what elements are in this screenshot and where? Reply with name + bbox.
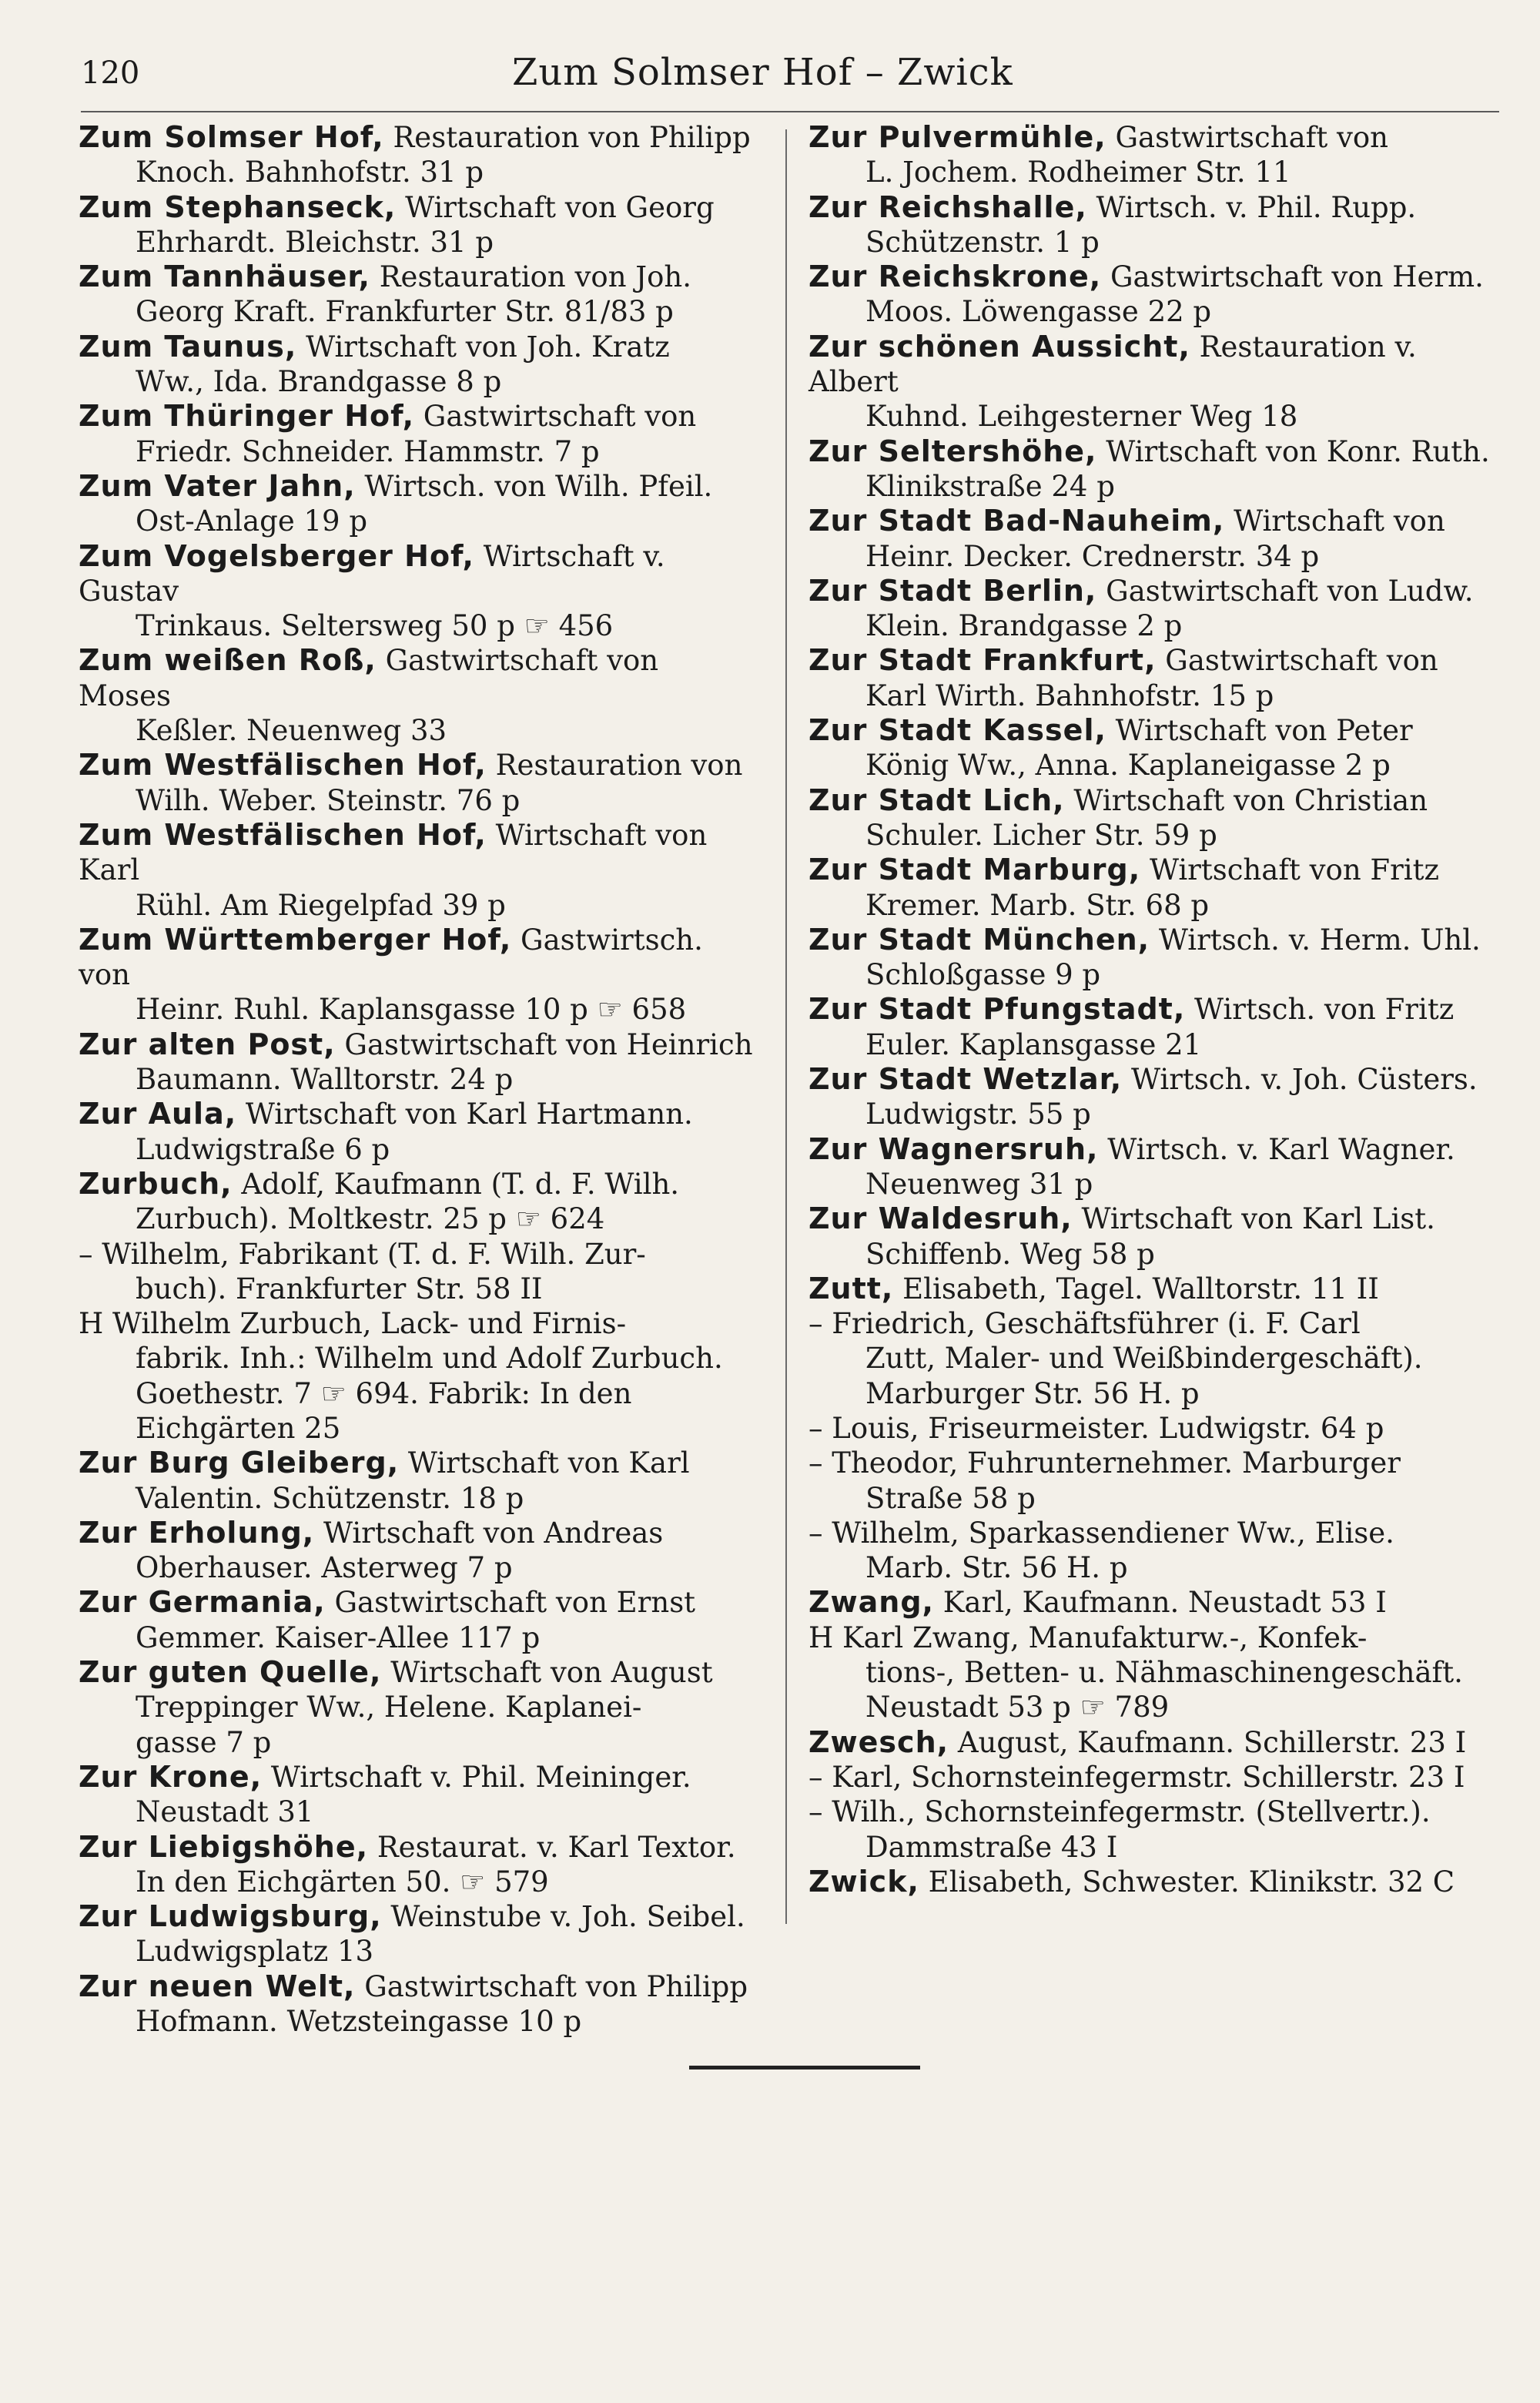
entry-name: Zur Stadt Kassel, bbox=[808, 713, 1106, 748]
entry-name: Zum Stephanseck, bbox=[79, 189, 397, 224]
entry-name: Zutt, bbox=[808, 1271, 894, 1305]
entry-name: Zur guten Quelle, bbox=[79, 1655, 382, 1690]
entry-first-line bbox=[79, 399, 756, 434]
entry-first-line bbox=[808, 330, 1494, 400]
entry-first-line bbox=[808, 1795, 1494, 1829]
entry-text: Adolf, Kaufmann (T. d. F. Wilh. bbox=[232, 1167, 680, 1201]
entry-text: Wirtschaft von Georg bbox=[396, 190, 715, 224]
entry-text: – Wilhelm, Fabrikant (T. d. F. Wilh. Zur- bbox=[79, 1237, 646, 1271]
entry-first-line bbox=[808, 1620, 1494, 1655]
directory-entry bbox=[808, 923, 1494, 993]
entry-text: Wirtsch. von Fritz bbox=[1185, 993, 1455, 1027]
entry-name: Zur Stadt Frankfurt, bbox=[808, 643, 1157, 678]
directory-entry bbox=[79, 1830, 756, 1900]
entry-text: Restauration v. Albert bbox=[808, 330, 1417, 399]
entry-text: Restauration von Joh. bbox=[370, 260, 691, 294]
entry-text: Gastwirtschaft von Moses bbox=[79, 644, 659, 712]
entry-continuation: Heinr. Decker. Crednerstr. 34 p bbox=[865, 539, 1320, 573]
entry-first-line bbox=[808, 1585, 1494, 1620]
directory-entry bbox=[79, 818, 756, 923]
entry-first-line bbox=[808, 643, 1494, 678]
entry-text: Wirtschaft von Andreas bbox=[314, 1516, 664, 1550]
entry-name: Zur Reichskrone, bbox=[808, 260, 1102, 294]
entry-continuation: Zurbuch). Moltkestr. 25 p ☞ 624 bbox=[136, 1202, 605, 1236]
entry-continuation: Klein. Brandgasse 2 p bbox=[865, 609, 1183, 643]
entry-first-line bbox=[808, 923, 1494, 957]
entry-continuation: Eichgärten 25 bbox=[136, 1411, 341, 1445]
entry-name: Zum Westfälischen Hof, bbox=[79, 817, 487, 852]
entry-continuation: Marb. Str. 56 H. p bbox=[865, 1551, 1128, 1585]
entry-text: Wirtschaft v. Phil. Meininger. bbox=[262, 1760, 691, 1794]
entry-first-line bbox=[808, 853, 1494, 887]
entry-name: Zur Germania, bbox=[79, 1585, 326, 1620]
directory-entry bbox=[808, 992, 1494, 1062]
directory-entry bbox=[79, 1237, 756, 1307]
entry-text: – Wilh., Schornsteinfegermstr. (Stellvertr.). bbox=[808, 1795, 1431, 1829]
entry-name: Zur Stadt Lich, bbox=[808, 783, 1065, 817]
entry-name: Zur Krone, bbox=[79, 1759, 263, 1794]
entry-continuation: Zutt, Maler- und Weißbindergeschäft). bbox=[865, 1342, 1423, 1376]
directory-entry bbox=[808, 1306, 1494, 1411]
entry-first-line bbox=[79, 120, 756, 155]
entry-text: Restauration von bbox=[486, 749, 743, 783]
entry-text: Gastwirtschaft von Heinrich bbox=[335, 1027, 753, 1061]
directory-entry bbox=[808, 260, 1494, 330]
entry-first-line bbox=[79, 1899, 756, 1934]
entry-text: – Louis, Friseurmeister. Ludwigstr. 64 p bbox=[808, 1411, 1384, 1445]
entry-first-line bbox=[808, 1132, 1494, 1167]
directory-entry bbox=[808, 434, 1494, 504]
entry-continuation: Goethestr. 7 ☞ 694. Fabrik: In den bbox=[136, 1376, 632, 1410]
entry-first-line bbox=[79, 1167, 756, 1202]
directory-entry bbox=[808, 1516, 1494, 1586]
entry-continuation: Ost-Anlage 19 p bbox=[136, 504, 368, 538]
entry-first-line bbox=[79, 1830, 756, 1865]
directory-entry bbox=[808, 853, 1494, 923]
directory-entry bbox=[808, 1411, 1494, 1446]
directory-entry bbox=[79, 1446, 756, 1516]
entry-text: Wirtsch. v. Karl Wagner. bbox=[1098, 1132, 1455, 1166]
entry-name: Zum Tannhäuser, bbox=[79, 260, 370, 294]
entry-first-line bbox=[808, 120, 1494, 155]
entry-first-line bbox=[79, 643, 756, 713]
entry-text: H Wilhelm Zurbuch, Lack- und Firnis- bbox=[79, 1307, 627, 1341]
entry-name: Zur Wagnersruh, bbox=[808, 1131, 1099, 1166]
entry-continuation: Moos. Löwengasse 22 p bbox=[865, 295, 1212, 329]
directory-entry bbox=[79, 399, 756, 469]
directory-entry bbox=[808, 1760, 1494, 1795]
entry-name: Zum Westfälischen Hof, bbox=[79, 748, 487, 783]
entry-continuation: Keßler. Neuenweg 33 bbox=[136, 714, 447, 748]
entry-continuation: fabrik. Inh.: Wilhelm und Adolf Zurbuch. bbox=[136, 1342, 723, 1376]
entry-first-line bbox=[808, 1725, 1494, 1760]
entry-first-line bbox=[79, 1097, 756, 1131]
entry-continuation: Valentin. Schützenstr. 18 p bbox=[136, 1481, 524, 1515]
entry-text: Weinstube v. Joh. Seibel. bbox=[381, 1900, 745, 1934]
entry-text: Gastwirtschaft von bbox=[1156, 644, 1438, 678]
entry-first-line bbox=[79, 1516, 756, 1550]
entry-text: Wirtschaft von Peter bbox=[1106, 714, 1413, 748]
entry-name: Zwick, bbox=[808, 1864, 919, 1899]
entry-continuation: Neuenweg 31 p bbox=[865, 1167, 1093, 1201]
entry-name: Zur Erholung, bbox=[79, 1515, 315, 1550]
entry-text: Restaurat. v. Karl Textor. bbox=[368, 1830, 736, 1864]
entry-first-line bbox=[808, 783, 1494, 818]
entry-continuation: L. Jochem. Rodheimer Str. 11 bbox=[865, 156, 1291, 189]
entry-first-line bbox=[79, 1027, 756, 1062]
entry-continuation: Heinr. Ruhl. Kaplansgasse 10 p ☞ 658 bbox=[136, 993, 687, 1027]
entry-text: Gastwirtsch. von bbox=[79, 923, 703, 992]
entry-continuation: Dammstraße 43 I bbox=[865, 1830, 1118, 1864]
entry-continuation: Ludwigstr. 55 p bbox=[865, 1098, 1091, 1131]
entry-text: Wirtschaft v. Gustav bbox=[79, 539, 665, 608]
entry-name: Zum Württemberger Hof, bbox=[79, 922, 512, 957]
directory-entry bbox=[808, 504, 1494, 574]
directory-entry bbox=[79, 539, 756, 644]
entry-text: August, Kaufmann. Schillerstr. 23 I bbox=[949, 1725, 1467, 1759]
entry-first-line bbox=[79, 1446, 756, 1480]
entry-first-line bbox=[79, 1237, 756, 1272]
directory-entry bbox=[79, 1655, 756, 1760]
entry-text: Wirtschaft von bbox=[1224, 504, 1445, 538]
directory-entry bbox=[79, 1516, 756, 1586]
entry-name: Zur Reichshalle, bbox=[808, 189, 1087, 224]
entry-continuation: Oberhauser. Asterweg 7 p bbox=[136, 1551, 513, 1585]
entry-text: Wirtschaft von Joh. Kratz bbox=[296, 330, 670, 364]
entry-name: Zur Pulvermühle, bbox=[808, 120, 1106, 154]
entry-continuation: buch). Frankfurter Str. 58 II bbox=[136, 1272, 543, 1305]
directory-entry bbox=[808, 574, 1494, 644]
entry-first-line bbox=[808, 1062, 1494, 1097]
directory-entry bbox=[808, 1062, 1494, 1132]
entry-text: Wirtsch. von Wilh. Pfeil. bbox=[355, 469, 713, 503]
directory-entry bbox=[79, 1306, 756, 1446]
directory-entry bbox=[79, 1899, 756, 1969]
entry-first-line bbox=[808, 1865, 1494, 1899]
directory-entry bbox=[808, 1725, 1494, 1760]
directory-entry bbox=[79, 1027, 756, 1098]
entry-continuation: Marburger Str. 56 H. p bbox=[865, 1376, 1200, 1410]
directory-entry bbox=[79, 643, 756, 748]
entry-first-line bbox=[79, 748, 756, 783]
entry-first-line bbox=[808, 1272, 1494, 1306]
entry-text: Wirtschaft von August bbox=[381, 1656, 713, 1690]
entry-text: Wirtsch. v. Phil. Rupp. bbox=[1086, 190, 1417, 224]
entry-continuation: In den Eichgärten 50. ☞ 579 bbox=[136, 1865, 549, 1899]
entry-name: Zum Vater Jahn, bbox=[79, 468, 356, 503]
directory-entry bbox=[79, 1969, 756, 2039]
end-rule bbox=[689, 2066, 920, 2070]
directory-entry bbox=[79, 469, 756, 539]
page-header bbox=[81, 48, 1499, 112]
directory-entry bbox=[808, 330, 1494, 434]
entry-first-line bbox=[808, 1202, 1494, 1236]
entry-continuation: Euler. Kaplansgasse 21 bbox=[865, 1027, 1202, 1061]
entry-name: Zur Stadt München, bbox=[808, 922, 1150, 957]
entry-first-line bbox=[808, 1516, 1494, 1550]
entry-text: Restauration von Philipp bbox=[383, 121, 751, 154]
entry-name: Zum Solmser Hof, bbox=[79, 120, 384, 154]
entry-text: Wirtschaft von Karl List. bbox=[1072, 1202, 1435, 1236]
entry-continuation: Georg Kraft. Frankfurter Str. 81/83 p bbox=[136, 295, 674, 329]
entry-name: Zur Burg Gleiberg, bbox=[79, 1446, 400, 1480]
entry-first-line bbox=[808, 713, 1494, 748]
entry-name: Zur Stadt Wetzlar, bbox=[808, 1062, 1123, 1097]
entry-text: Gastwirtschaft von bbox=[1106, 121, 1388, 154]
entry-continuation: Schiffenb. Weg 58 p bbox=[865, 1237, 1155, 1271]
entry-name: Zwesch, bbox=[808, 1724, 949, 1759]
entry-text: Gastwirtschaft von Herm. bbox=[1101, 260, 1484, 294]
directory-entry bbox=[79, 190, 756, 260]
entry-first-line bbox=[79, 469, 756, 504]
entry-text: – Friedrich, Geschäftsführer (i. F. Carl bbox=[808, 1307, 1361, 1341]
entry-name: Zur Liebigshöhe, bbox=[79, 1829, 369, 1864]
entry-continuation: Kremer. Marb. Str. 68 p bbox=[865, 888, 1210, 922]
entry-continuation: Friedr. Schneider. Hammstr. 7 p bbox=[136, 434, 600, 468]
directory-entry bbox=[808, 190, 1494, 260]
entry-continuation: Treppinger Ww., Helene. Kaplanei- bbox=[136, 1691, 642, 1724]
entry-first-line bbox=[808, 574, 1494, 608]
entry-continuation: Trinkaus. Seltersweg 50 p ☞ 456 bbox=[136, 609, 614, 643]
entry-name: Zurbuch, bbox=[79, 1166, 233, 1201]
entry-continuation: Schuler. Licher Str. 59 p bbox=[865, 818, 1217, 852]
entry-text: Wirtschaft von Christian bbox=[1064, 783, 1428, 817]
column-divider bbox=[785, 129, 787, 1924]
right-column bbox=[808, 120, 1494, 1899]
entry-text: Gastwirtschaft von Ernst bbox=[325, 1586, 696, 1620]
left-column bbox=[79, 120, 756, 2039]
entry-continuation: Schloßgasse 9 p bbox=[865, 958, 1101, 992]
entry-first-line bbox=[79, 190, 756, 225]
directory-entry bbox=[808, 1865, 1494, 1899]
entry-text: Gastwirtschaft von Philipp bbox=[355, 1969, 748, 2003]
directory-entry bbox=[808, 1585, 1494, 1620]
entry-continuation: Straße 58 p bbox=[865, 1481, 1036, 1515]
entry-continuation: Karl Wirth. Bahnhofstr. 15 p bbox=[865, 679, 1274, 712]
directory-entry bbox=[808, 120, 1494, 190]
entry-first-line bbox=[79, 539, 756, 609]
entry-continuation: Neustadt 53 p ☞ 789 bbox=[865, 1691, 1170, 1724]
entry-name: Zur Stadt Marburg, bbox=[808, 853, 1141, 887]
directory-entry bbox=[79, 1585, 756, 1655]
entry-continuation: Ludwigstraße 6 p bbox=[136, 1132, 390, 1166]
entry-continuation: tions-, Betten- u. Nähmaschinengeschäft. bbox=[865, 1656, 1463, 1690]
directory-entry bbox=[808, 1272, 1494, 1306]
entry-first-line bbox=[808, 1411, 1494, 1446]
entry-continuation: Schützenstr. 1 p bbox=[865, 225, 1100, 259]
entry-text: Wirtsch. v. Herm. Uhl. bbox=[1150, 923, 1481, 957]
entry-first-line bbox=[808, 1760, 1494, 1795]
entry-name: Zur Waldesruh, bbox=[808, 1202, 1073, 1236]
directory-entry bbox=[808, 783, 1494, 853]
directory-entry bbox=[808, 713, 1494, 783]
entry-name: Zum Thüringer Hof, bbox=[79, 399, 415, 434]
directory-entry bbox=[808, 1446, 1494, 1516]
entry-first-line bbox=[79, 1306, 756, 1341]
directory-entry bbox=[79, 120, 756, 190]
entry-first-line bbox=[808, 992, 1494, 1027]
entry-text: – Wilhelm, Sparkassendiener Ww., Elise. bbox=[808, 1516, 1394, 1550]
directory-entry bbox=[79, 330, 756, 400]
entry-first-line bbox=[808, 434, 1494, 469]
entry-name: Zur alten Post, bbox=[79, 1027, 336, 1061]
running-title: Zum Solmser Hof – Zwick bbox=[512, 51, 1013, 94]
entry-first-line bbox=[808, 190, 1494, 225]
entry-continuation: Klinikstraße 24 p bbox=[865, 469, 1115, 503]
entry-continuation: Baumann. Walltorstr. 24 p bbox=[136, 1063, 514, 1097]
entry-continuation: Kuhnd. Leihgesterner Weg 18 bbox=[865, 400, 1298, 434]
entry-first-line bbox=[79, 1969, 756, 2004]
directory-entry bbox=[79, 1097, 756, 1167]
entry-continuation: König Ww., Anna. Kaplaneigasse 2 p bbox=[865, 749, 1391, 783]
entry-name: Zur Aula, bbox=[79, 1097, 237, 1131]
directory-entry bbox=[79, 923, 756, 1027]
entry-name: Zur Stadt Bad-Nauheim, bbox=[808, 504, 1225, 538]
entry-text: Karl, Kaufmann. Neustadt 53 I bbox=[934, 1586, 1387, 1620]
entry-name: Zur Stadt Berlin, bbox=[808, 573, 1097, 608]
entry-first-line bbox=[79, 330, 756, 364]
entry-first-line bbox=[79, 260, 756, 294]
entry-continuation: Knoch. Bahnhofstr. 31 p bbox=[136, 156, 484, 189]
entry-name: Zur Stadt Pfungstadt, bbox=[808, 992, 1186, 1027]
entry-continuation: Gemmer. Kaiser-Allee 117 p bbox=[136, 1620, 541, 1654]
entry-text: Elisabeth, Tagel. Walltorstr. 11 II bbox=[893, 1272, 1379, 1305]
directory-entry bbox=[808, 1132, 1494, 1202]
entry-first-line bbox=[808, 1446, 1494, 1480]
directory-entry bbox=[79, 748, 756, 818]
directory-entry bbox=[808, 1202, 1494, 1272]
entry-name: Zur Ludwigsburg, bbox=[79, 1899, 382, 1934]
entry-text: Wirtschaft von Karl Hartmann. bbox=[236, 1098, 693, 1131]
entry-name: Zum Taunus, bbox=[79, 329, 297, 364]
entry-first-line bbox=[79, 1585, 756, 1620]
entry-text: Gastwirtschaft von Ludw. bbox=[1096, 574, 1474, 608]
entry-first-line bbox=[79, 1760, 756, 1795]
entry-first-line bbox=[79, 818, 756, 888]
directory-entry bbox=[79, 260, 756, 330]
entry-continuation: gasse 7 p bbox=[136, 1725, 272, 1759]
entry-continuation: Rühl. Am Riegelpfad 39 p bbox=[136, 888, 506, 922]
entry-text: Wirtschaft von Konr. Ruth. bbox=[1096, 434, 1490, 468]
entry-text: Gastwirtschaft von bbox=[414, 400, 697, 434]
entry-text: – Theodor, Fuhrunternehmer. Marburger bbox=[808, 1446, 1401, 1480]
entry-text: – Karl, Schornsteinfegermstr. Schillerstr. 23 I bbox=[808, 1760, 1465, 1794]
entry-continuation: Hofmann. Wetzsteingasse 10 p bbox=[136, 2005, 582, 2039]
entry-first-line bbox=[79, 1655, 756, 1690]
entry-name: Zur schönen Aussicht, bbox=[808, 329, 1190, 364]
entry-name: Zwang, bbox=[808, 1585, 934, 1620]
entry-first-line bbox=[808, 504, 1494, 538]
directory-entry bbox=[808, 1795, 1494, 1865]
directory-entry bbox=[79, 1167, 756, 1237]
entry-name: Zur neuen Welt, bbox=[79, 1969, 356, 2003]
entry-continuation: Neustadt 31 bbox=[136, 1795, 314, 1829]
entry-first-line bbox=[79, 923, 756, 993]
entry-first-line bbox=[808, 1306, 1494, 1341]
entry-name: Zum Vogelsberger Hof, bbox=[79, 538, 474, 573]
entry-continuation: Ludwigsplatz 13 bbox=[136, 1935, 374, 1969]
entry-name: Zur Seltershöhe, bbox=[808, 434, 1097, 468]
entry-text: Wirtschaft von Karl bbox=[79, 818, 708, 887]
page-number: 120 bbox=[81, 55, 140, 91]
entry-first-line bbox=[808, 260, 1494, 294]
directory-entry bbox=[79, 1760, 756, 1830]
entry-continuation: Ehrhardt. Bleichstr. 31 p bbox=[136, 225, 494, 259]
entry-continuation: Ww., Ida. Brandgasse 8 p bbox=[136, 365, 502, 399]
entry-continuation: Wilh. Weber. Steinstr. 76 p bbox=[136, 783, 521, 817]
entry-text: H Karl Zwang, Manufakturw.-, Konfek- bbox=[808, 1620, 1368, 1654]
entry-text: Wirtschaft von Karl bbox=[399, 1446, 690, 1480]
entry-text: Elisabeth, Schwester. Klinikstr. 32 C bbox=[919, 1865, 1455, 1899]
entry-name: Zum weißen Roß, bbox=[79, 643, 377, 678]
entry-text: Wirtschaft von Fritz bbox=[1140, 853, 1439, 887]
directory-entry bbox=[808, 1620, 1494, 1725]
entry-text: Wirtsch. v. Joh. Cüsters. bbox=[1122, 1063, 1478, 1097]
directory-entry bbox=[808, 643, 1494, 713]
